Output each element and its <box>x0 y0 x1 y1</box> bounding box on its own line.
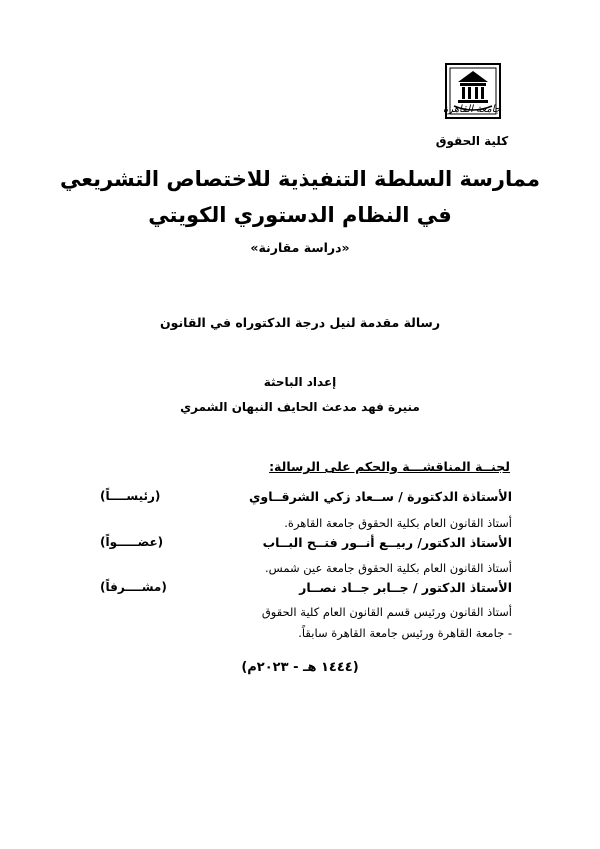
committee-member-description: - جامعة القاهرة ورئيس جامعة القاهرة سابقاً. <box>298 626 512 640</box>
committee-member-description: أستاذ القانون ورئيس قسم القانون العام كلية الحقوق <box>261 605 512 619</box>
thesis-subtitle: «دراسة مقارنة» <box>250 240 350 255</box>
committee-member-role: (عضـــــواً) <box>100 535 164 549</box>
thesis-title-line-2: في النظام الدستوري الكويتي <box>148 203 452 227</box>
thesis-date: (١٤٤٤ هـ - ٢٠٢٣م) <box>241 660 359 675</box>
committee-member-description: أستاذ القانون العام بكلية الحقوق جامعة عين شمس. <box>265 561 512 575</box>
committee-member-role: (رئيســــاً) <box>100 489 161 503</box>
committee-member-description: أستاذ القانون العام بكلية الحقوق جامعة القاهرة. <box>284 516 512 530</box>
faculty-name: كلية الحقوق <box>435 134 509 148</box>
committee-member-role: (مشــــرفاً) <box>100 580 167 594</box>
committee-member-name: الأستاذ الدكتور / جــابر جــاد نصــار <box>299 580 512 595</box>
prepared-by-label: إعداد الباحثة <box>263 375 337 389</box>
researcher-name: منيرة فهد مدعث الحايف النبهان الشمري <box>180 400 420 414</box>
committee-member-name: الأستاذة الدكتورة / ســعاد زكي الشرقــاوي <box>248 489 512 504</box>
university-name: جامعة القاهرة <box>443 104 501 115</box>
degree-statement: رسالة مقدمة لنيل درجة الدكتوراه في القانون <box>159 315 441 330</box>
thesis-title-line-1: ممارسة السلطة التنفيذية للاختصاص التشريعي <box>59 167 540 191</box>
committee-member-name: الأستاذ الدكتور/ ربيــع أنــور فتــح البــاب <box>262 535 512 550</box>
committee-heading: لجنــة المناقشـــة والحكم على الرسالة: <box>269 459 510 474</box>
